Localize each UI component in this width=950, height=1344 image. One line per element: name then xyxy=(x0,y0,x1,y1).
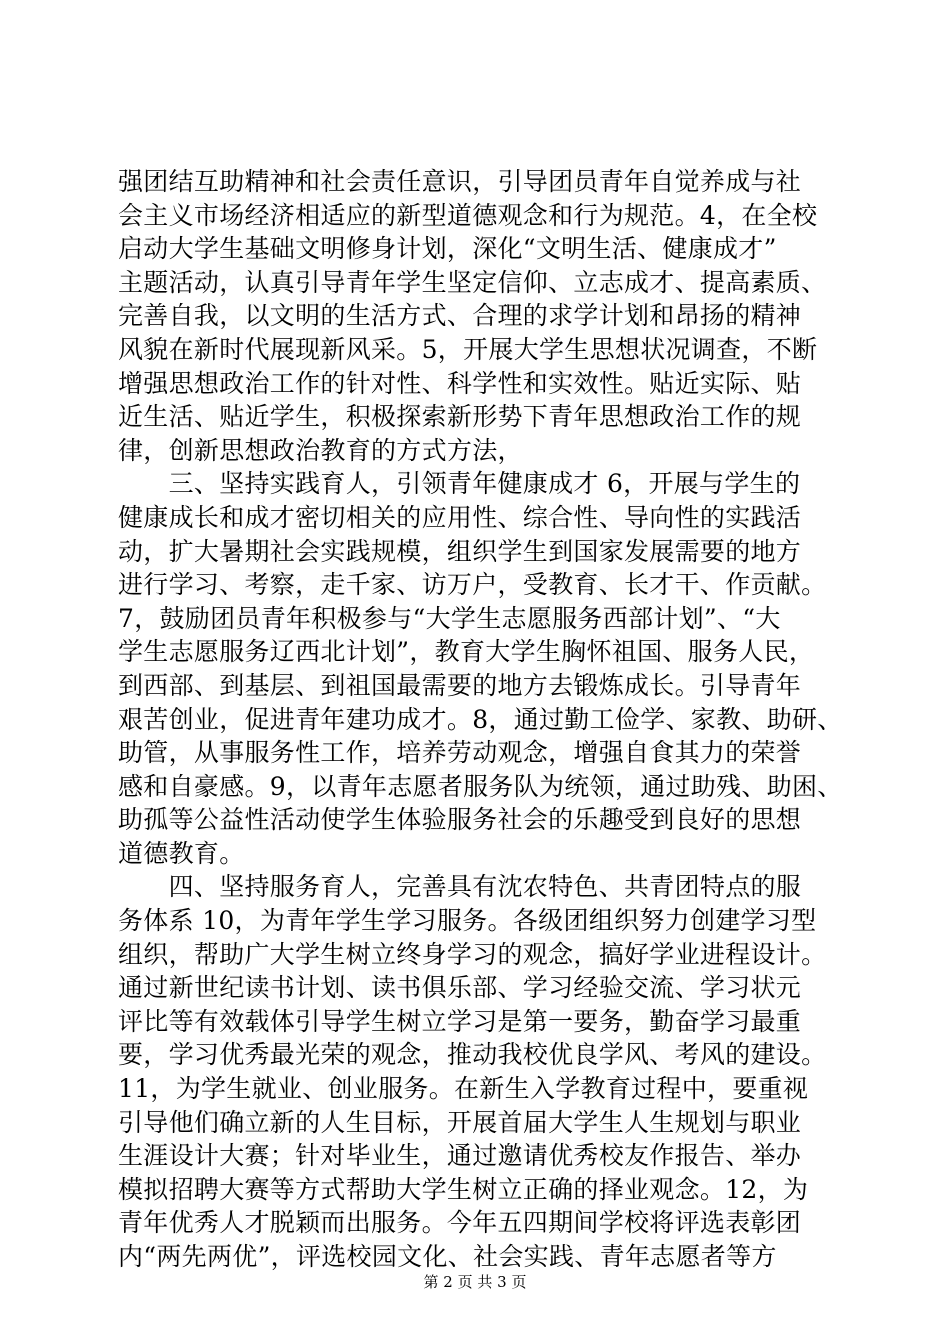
text-line: 通过新世纪读书计划、读书俱乐部、学习经验交流、学习状元 xyxy=(118,973,802,1003)
text-line: 感和自豪感。9，以青年志愿者服务队为统领，通过助残、助困、 xyxy=(118,771,843,801)
page-footer: 第 2 页 共 3 页 xyxy=(423,1273,527,1291)
text-line: 助孤等公益性活动使学生体验服务社会的乐趣受到良好的思想 xyxy=(118,805,802,835)
text-line: 评比等有效载体引导学生树立学习是第一要务，勤奋学习最重 xyxy=(118,1006,802,1036)
text-line: 7，鼓励团员青年积极参与“大学生志愿服务西部计划”、“大 xyxy=(118,603,781,633)
text-line: 增强思想政治工作的针对性、科学性和实效性。贴近实际、贴 xyxy=(118,368,802,398)
text-line: 三、坚持实践育人，引领青年健康成才 6，开展与学生的 xyxy=(118,469,801,499)
text-line: 动，扩大暑期社会实践规模，组织学生到国家发展需要的地方 xyxy=(118,536,802,566)
text-line: 艰苦创业，促进青年建功成才。8，通过勤工俭学、家教、助研、 xyxy=(118,704,843,734)
document-body xyxy=(118,165,843,1274)
text-line: 启动大学生基础文明修身计划，深化“文明生活、健康成才” xyxy=(118,234,777,264)
text-line: 风貌在新时代展现新风采。5，开展大学生思想状况调查，不断 xyxy=(118,334,818,364)
text-line: 强团结互助精神和社会责任意识，引导团员青年自觉养成与社 xyxy=(118,167,802,196)
text-line: 到西部、到基层、到祖国最需要的地方去锻炼成长。引导青年 xyxy=(118,670,802,700)
text-line: 主题活动，认真引导青年学生坚定信仰、立志成才、提高素质、 xyxy=(118,267,827,297)
text-line: 引导他们确立新的人生目标，开展首届大学生人生规划与职业 xyxy=(118,1107,802,1137)
text-line: 组织，帮助广大学生树立终身学习的观念，搞好学业进程设计。 xyxy=(118,939,827,969)
text-line: 进行学习、考察，走千家、访万户，受教育、长才干、作贡献。 xyxy=(118,570,827,600)
text-line: 生涯设计大赛；针对毕业生，通过邀请优秀校友作报告、举办 xyxy=(118,1141,802,1171)
text-line: 完善自我，以文明的生活方式、合理的求学计划和昂扬的精神 xyxy=(118,301,802,331)
text-line: 11，为学生就业、创业服务。在新生入学教育过程中，要重视 xyxy=(118,1074,809,1104)
text-line: 务体系 10，为青年学生学习服务。各级团组织努力创建学习型 xyxy=(118,906,817,936)
text-line: 青年优秀人才脱颖而出服务。今年五四期间学校将评选表彰团 xyxy=(118,1208,802,1238)
text-line: 模拟招聘大赛等方式帮助大学生树立正确的择业观念。12，为 xyxy=(118,1174,809,1204)
text-line: 会主义市场经济相适应的新型道德观念和行为规范。4，在全校 xyxy=(118,200,818,230)
text-line: 要，学习优秀最光荣的观念，推动我校优良学风、考风的建设。 xyxy=(118,1040,827,1070)
text-line: 近生活、贴近学生，积极探索新形势下青年思想政治工作的规 xyxy=(118,402,802,432)
text-line: 内“两先两优”，评选校园文化、社会实践、青年志愿者等方 xyxy=(118,1242,777,1271)
text-line: 四、坚持服务育人，完善具有沈农特色、共青团特点的服 xyxy=(118,872,802,902)
text-line: 律，创新思想政治教育的方式方法， xyxy=(118,435,523,465)
text-line: 学生志愿服务辽西北计划”，教育大学生胸怀祖国、服务人民， xyxy=(118,637,815,667)
text-line: 健康成长和成才密切相关的应用性、综合性、导向性的实践活 xyxy=(118,502,802,532)
text-line: 道德教育。 xyxy=(118,838,245,868)
text-line: 助管，从事服务性工作，培养劳动观念，增强自食其力的荣誉 xyxy=(118,738,802,768)
